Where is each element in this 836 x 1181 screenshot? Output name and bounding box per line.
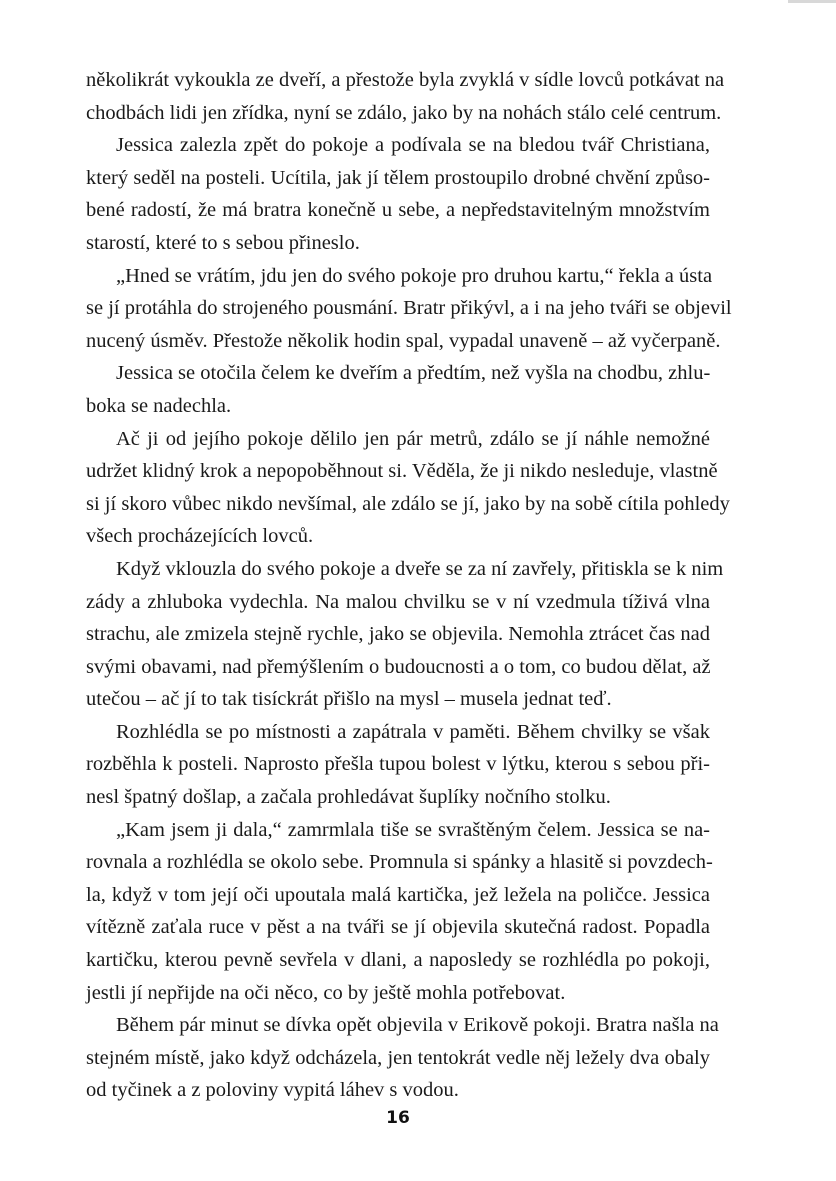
- text-line: strachu, ale zmizela stejně rychle, jako se objevila. Nemohla ztrácet čas nad: [86, 623, 710, 646]
- text-line: rovnala a rozhlédla se okolo sebe. Promnula si spánky a hlasitě si povzdech-: [86, 851, 713, 874]
- text-line: od tyčinek a z poloviny vypitá láhev s vodou.: [86, 1079, 459, 1102]
- text-line: starostí, které to s sebou přineslo.: [86, 231, 360, 254]
- paragraph: [86, 553, 724, 716]
- paragraph: [86, 260, 732, 358]
- paragraph: [86, 357, 710, 422]
- text-line: bené radostí, že má bratra konečně u sebe, a nepředstavitelným množstvím: [86, 199, 710, 222]
- paragraph: [86, 814, 713, 1010]
- paragraph: [86, 64, 725, 129]
- text-line: la, když v tom její oči upoutala malá kartička, jež ležela na poličce. Jessica: [86, 883, 710, 906]
- text-line: Rozhlédla se po místnosti a zapátrala v paměti. Během chvilky se však: [116, 720, 710, 743]
- text-line: udržet klidný krok a nepopoběhnout si. Věděla, že ji nikdo nesleduje, vlastně: [86, 460, 718, 483]
- text-line: Když vklouzla do svého pokoje a dveře se za ní zavřely, přitiskla se k nim: [116, 557, 724, 580]
- text-line: několikrát vykoukla ze dveří, a přestože byla zvyklá v sídle lovců potkávat na: [86, 69, 725, 91]
- paragraph: [86, 129, 710, 259]
- text-line: který seděl na posteli. Ucítila, jak jí tělem prostoupilo drobné chvění způso-: [86, 166, 710, 189]
- text-line: si jí skoro vůbec nikdo nevšímal, ale zdálo se jí, jako by na sobě cítila pohledy: [86, 492, 730, 515]
- paragraph: [86, 1009, 719, 1107]
- text-line: svými obavami, nad přemýšlením o budoucnosti a o tom, co budou dělat, až: [86, 655, 711, 678]
- page-number: 16: [386, 1108, 410, 1128]
- paragraph: [86, 423, 730, 553]
- text-line: „Kam jsem ji dala,“ zamrmlala tiše se svraštěným čelem. Jessica se na-: [116, 818, 710, 841]
- text-line: kartičku, kterou pevně sevřela v dlani, a naposledy se rozhlédla po pokoji,: [86, 949, 710, 972]
- text-line: se jí protáhla do strojeného pousmání. Bratr přikývl, a i na jeho tváři se objevil: [86, 297, 732, 320]
- body-text: [86, 64, 732, 1107]
- text-line: Jessica zalezla zpět do pokoje a podívala se na bledou tvář Christiana,: [116, 134, 710, 157]
- text-line: nucený úsměv. Přestože několik hodin spal, vypadal unaveně – až vyčerpaně.: [86, 329, 721, 352]
- text-line: Během pár minut se dívka opět objevila v Erikově pokoji. Bratra našla na: [116, 1014, 719, 1037]
- text-line: Jessica se otočila čelem ke dveřím a předtím, než vyšla na chodbu, zhlu-: [116, 362, 711, 385]
- text-line: boka se nadechla.: [86, 394, 232, 417]
- text-line: vítězně zaťala ruce v pěst a na tváři se jí objevila skutečná radost. Popadla: [86, 916, 710, 939]
- text-line: „Hned se vrátím, jdu jen do svého pokoje pro druhou kartu,“ řekla a ústa: [116, 264, 713, 287]
- text-line: jestli jí nepřijde na oči něco, co by ještě mohla potřebovat.: [86, 981, 566, 1004]
- text-line: rozběhla k posteli. Naprosto přešla tupou bolest v lýtku, kterou s sebou při-: [86, 753, 710, 776]
- text-line: zády a zhluboka vydechla. Na malou chvilku se v ní vzedmula tíživá vlna: [86, 590, 710, 613]
- top-edge-rule: [788, 0, 836, 3]
- text-line: nesl špatný došlap, a začala prohledávat šuplíky nočního stolku.: [86, 786, 611, 809]
- text-line: utečou – ač jí to tak tisíckrát přišlo na mysl – musela jednat teď.: [86, 688, 612, 711]
- text-line: všech procházejících lovců.: [86, 525, 314, 548]
- text-line: stejném místě, jako když odcházela, jen tentokrát vedle něj ležely dva obaly: [86, 1046, 710, 1069]
- text-line: chodbách lidi jen zřídka, nyní se zdálo, jako by na nohách stálo celé centrum.: [86, 101, 722, 124]
- text-line: Ač ji od jejího pokoje dělilo jen pár metrů, zdálo se jí náhle nemožné: [116, 427, 710, 450]
- paragraph: [86, 716, 710, 814]
